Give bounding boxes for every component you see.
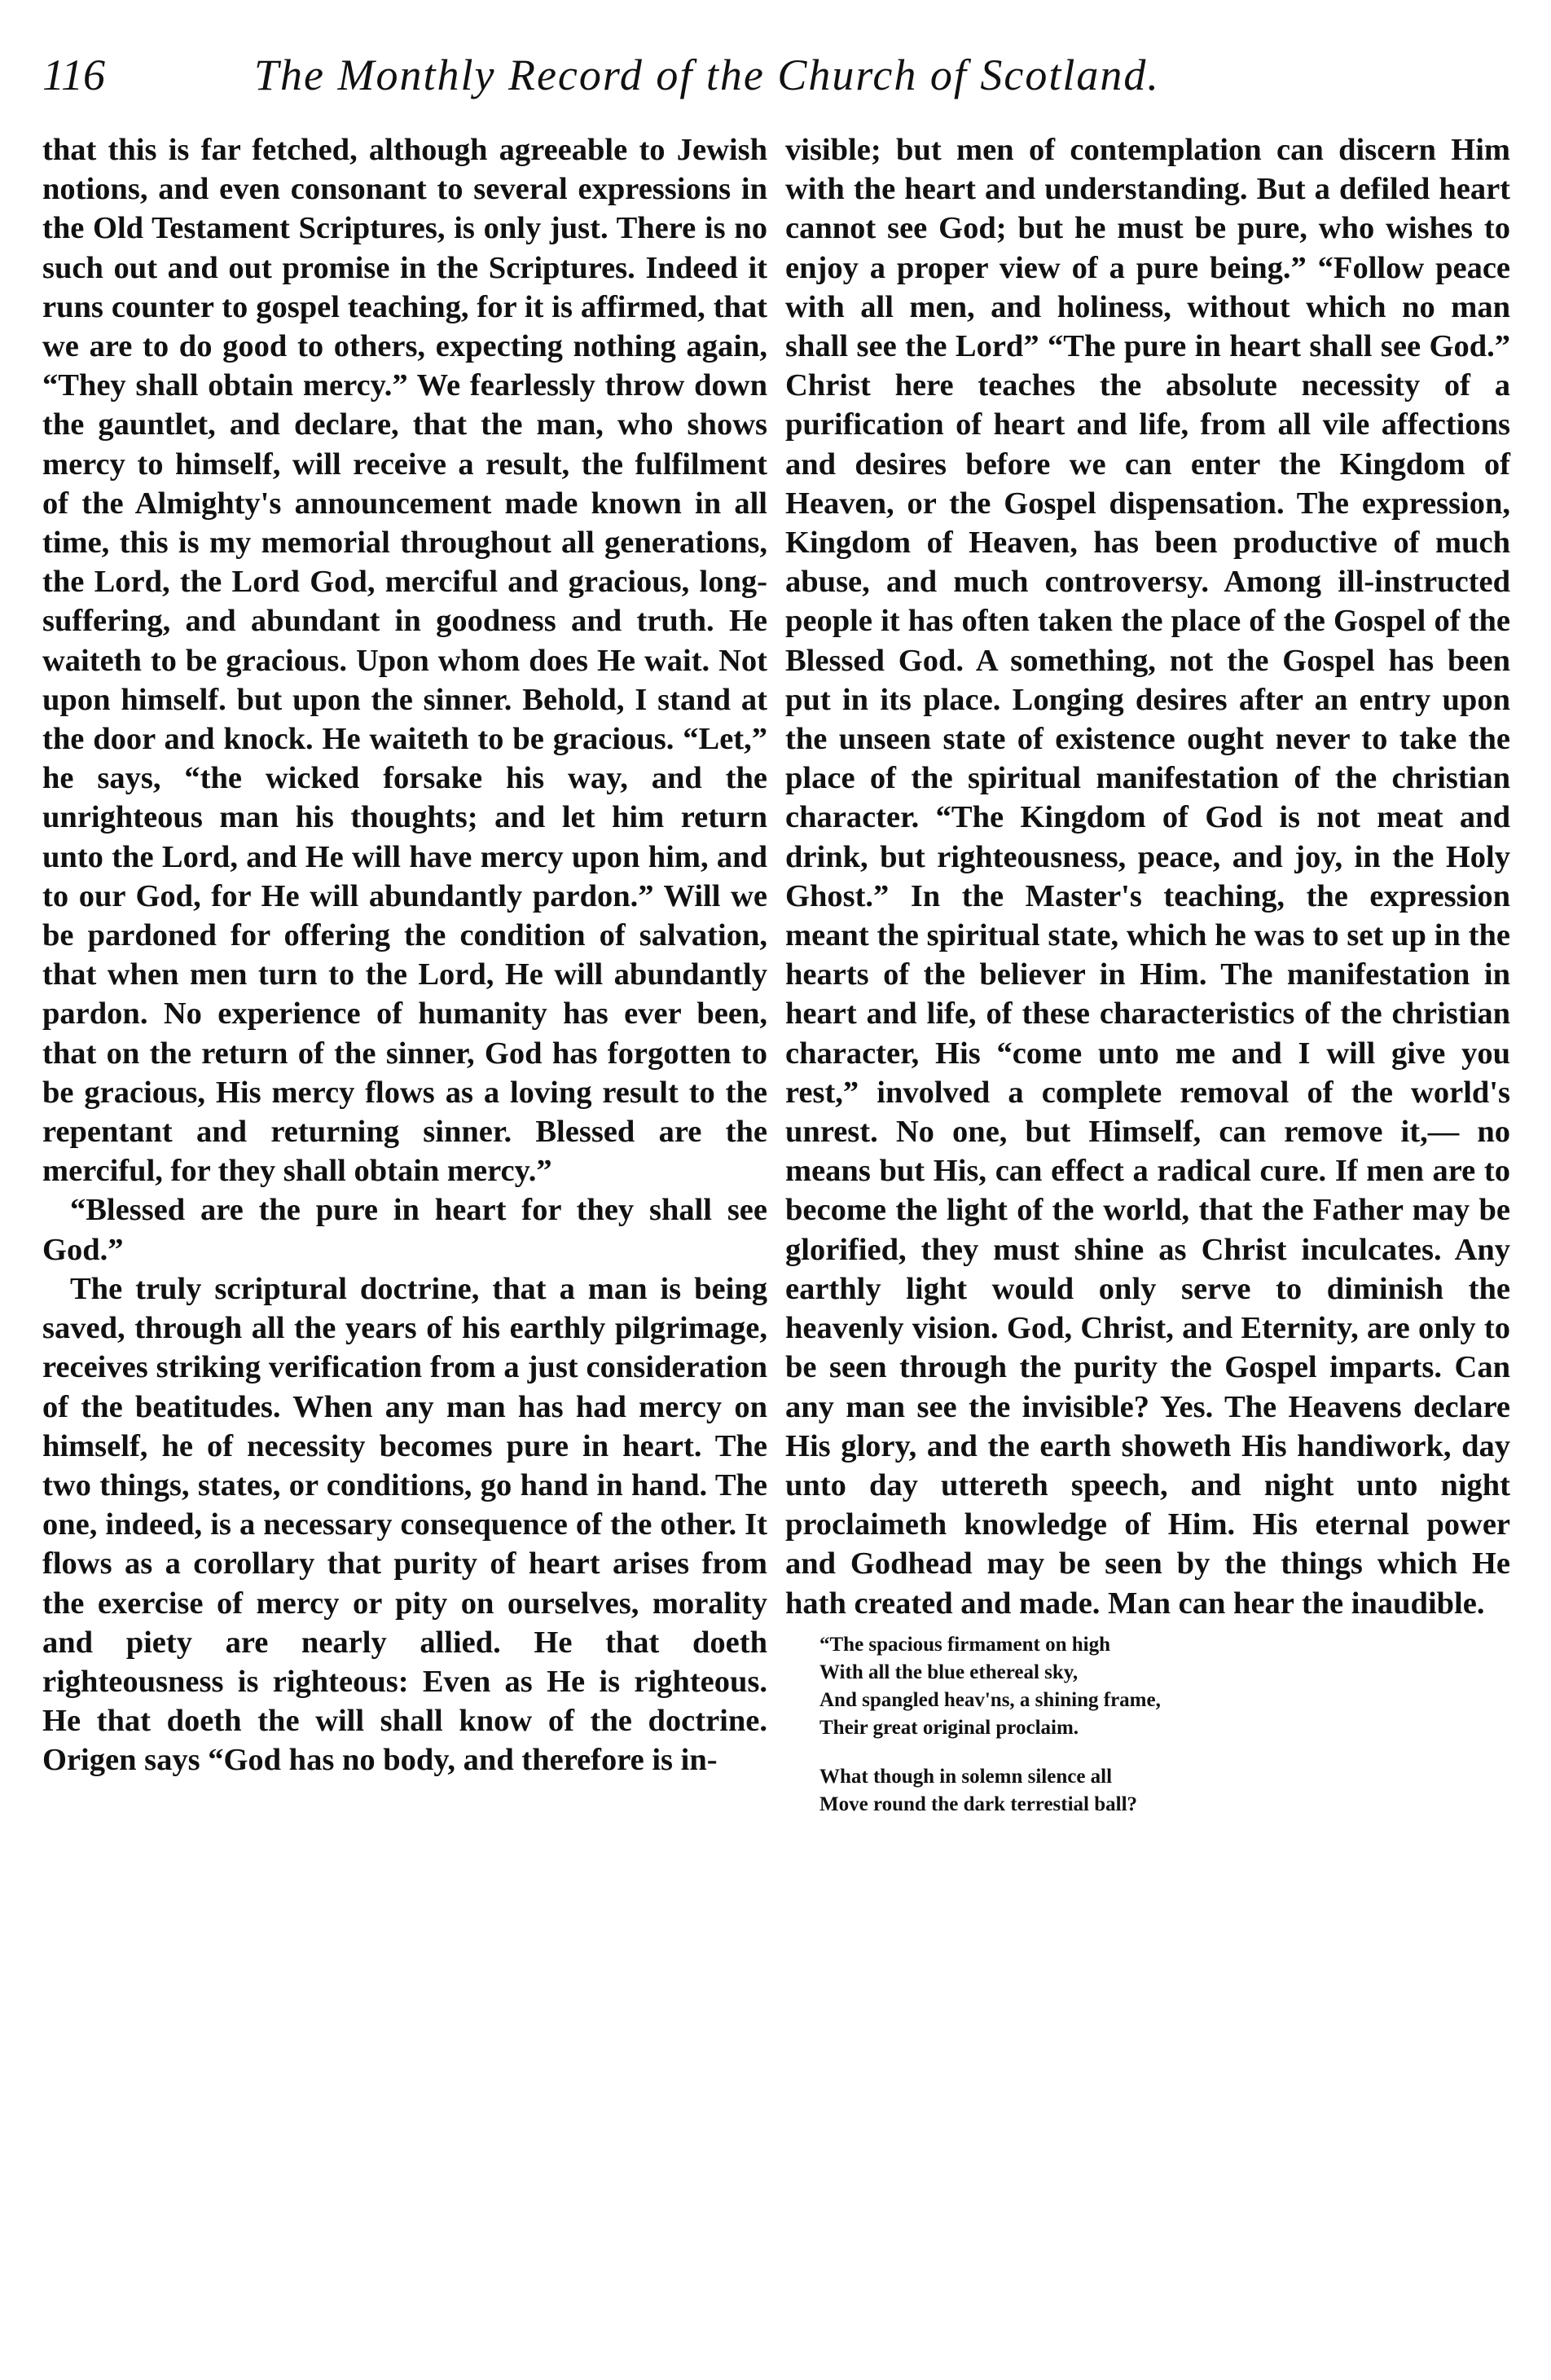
- verse-line: “The spacious firmament on high: [819, 1633, 1110, 1656]
- verse-line: Move round the dark terrestial ball?: [819, 1793, 1138, 1815]
- paragraph: The truly scriptural doctrine, that a man is being saved, through all the years of his earthly pilgrimage, receives striking verification from a just consideration of the beatitudes. When any man has had mercy on himself, he of necessity becomes pure in heart. The two things, states, or conditions, go hand in hand. The one, indeed, is a necessary consequence of the other. It flows as a corollary that purity of heart arises from the exercise of mercy or pity on ourselves, morality and piety are nearly allied. He that doeth righteousness is righteous: Even as He is righteous. He that doeth the will shall know of the doctrine. Origen says “God has no body, and therefore is in-: [42, 1271, 767, 1778]
- paragraph: that this is far fetched, although agreeable to Jewish notions, and even consonant to several expressions in the Old Testament Scriptures, is only just. There is no such out and out promise in the Scriptures. Indeed it runs counter to gospel teaching, for it is affirmed, that we are to do good to others, expecting nothing again, “They shall obtain mercy.” We fearlessly throw down the gauntlet, and declare, that the man, who shows mercy to himself, will receive a result, the fulfilment of the Almighty's announcement made known in all time, this is my memorial throughout all generations, the Lord, the Lord God, merciful and gracious, long-suffering, and abundant in goodness and truth. He waiteth to be gracious. Upon whom does He wait. Not upon himself. but upon the sinner. Behold, I stand at the door and knock. He waiteth to be gracious. “Let,” he says, “the wicked forsake his way, and the unrighteous man his thoughts; and let him return unto the Lord, and He will have mercy upon him, and to our God, for He will abundantly pardon.” Will we be pardoned for offering the condition of salvation, that when men turn to the Lord, He will abundantly pardon. No experience of humanity has ever been, that on the return of the sinner, God has forgotten to be gracious, His mercy flows as a loving result to the repentant and returning sinner. Blessed are the merciful, for they shall obtain mercy.”: [42, 133, 767, 1189]
- verse-line: Their great original proclaim.: [819, 1716, 1079, 1739]
- verse-line: With all the blue ethereal sky,: [819, 1661, 1079, 1683]
- paragraph: visible; but men of contemplation can discern Him with the heart and understanding. But a defiled heart cannot see God; but he must be pure, who wishes to enjoy a proper view of a pure being.” “Follow peace with all men, and holiness, without which no man shall see the Lord” “The pure in heart shall see God.” Christ here teaches the absolute necessity of a purification of heart and life, from all vile affections and desires before we can enter the Kingdom of Heaven, or the Gospel dispensation. The expression, Kingdom of Heaven, has been productive of much abuse, and much controversy. Among ill-instructed people it has often taken the place of the Gospel of the Blessed God. A something, not the Gospel has been put in its place. Longing desires after an entry upon the unseen state of existence ought never to take the place of the spiritual manifestation of the christian character. “The Kingdom of God is not meat and drink, but righteousness, peace, and joy, in the Holy Ghost.” In the Master's teaching, the expression meant the spiritual state, which he was to set up in the hearts of the believer in Him. The manifestation in heart and life, of these characteristics of the christian character, His “come unto me and I will give you rest,” involved a complete removal of the world's unrest. No one, but Himself, can remove it,— no means but His, can effect a radical cure. If men are to become the light of the world, that the Father may be glorified, they must shine as Christ inculcates. Any earthly light would only serve to diminish the heavenly vision. God, Christ, and Eternity, are only to be seen through the purity the Gospel imparts. Can any man see the invisible? Yes. The Heavens declare His glory, and the earth showeth His handiwork, day unto day uttereth speech, and night unto night proclaimeth knowledge of Him. His eternal power and Godhead may be seen by the things which He hath created and made. Man can hear the inaudible.: [785, 133, 1510, 1621]
- verse-line: And spangled heav'ns, a shining frame,: [819, 1688, 1161, 1711]
- verse-quote: [819, 1631, 1510, 1819]
- right-column: [785, 130, 1510, 1819]
- stanza-gap: [819, 1742, 1510, 1763]
- page: [42, 42, 1509, 2356]
- verse-line: What though in solemn silence all: [819, 1765, 1113, 1788]
- paragraph: “Blessed are the pure in heart for they shall see God.”: [42, 1193, 767, 1267]
- page-header: [42, 42, 1509, 108]
- running-title: The Monthly Record of the Church of Scotland.: [254, 51, 1160, 99]
- left-column: [42, 130, 767, 1780]
- page-number: 116: [42, 51, 105, 99]
